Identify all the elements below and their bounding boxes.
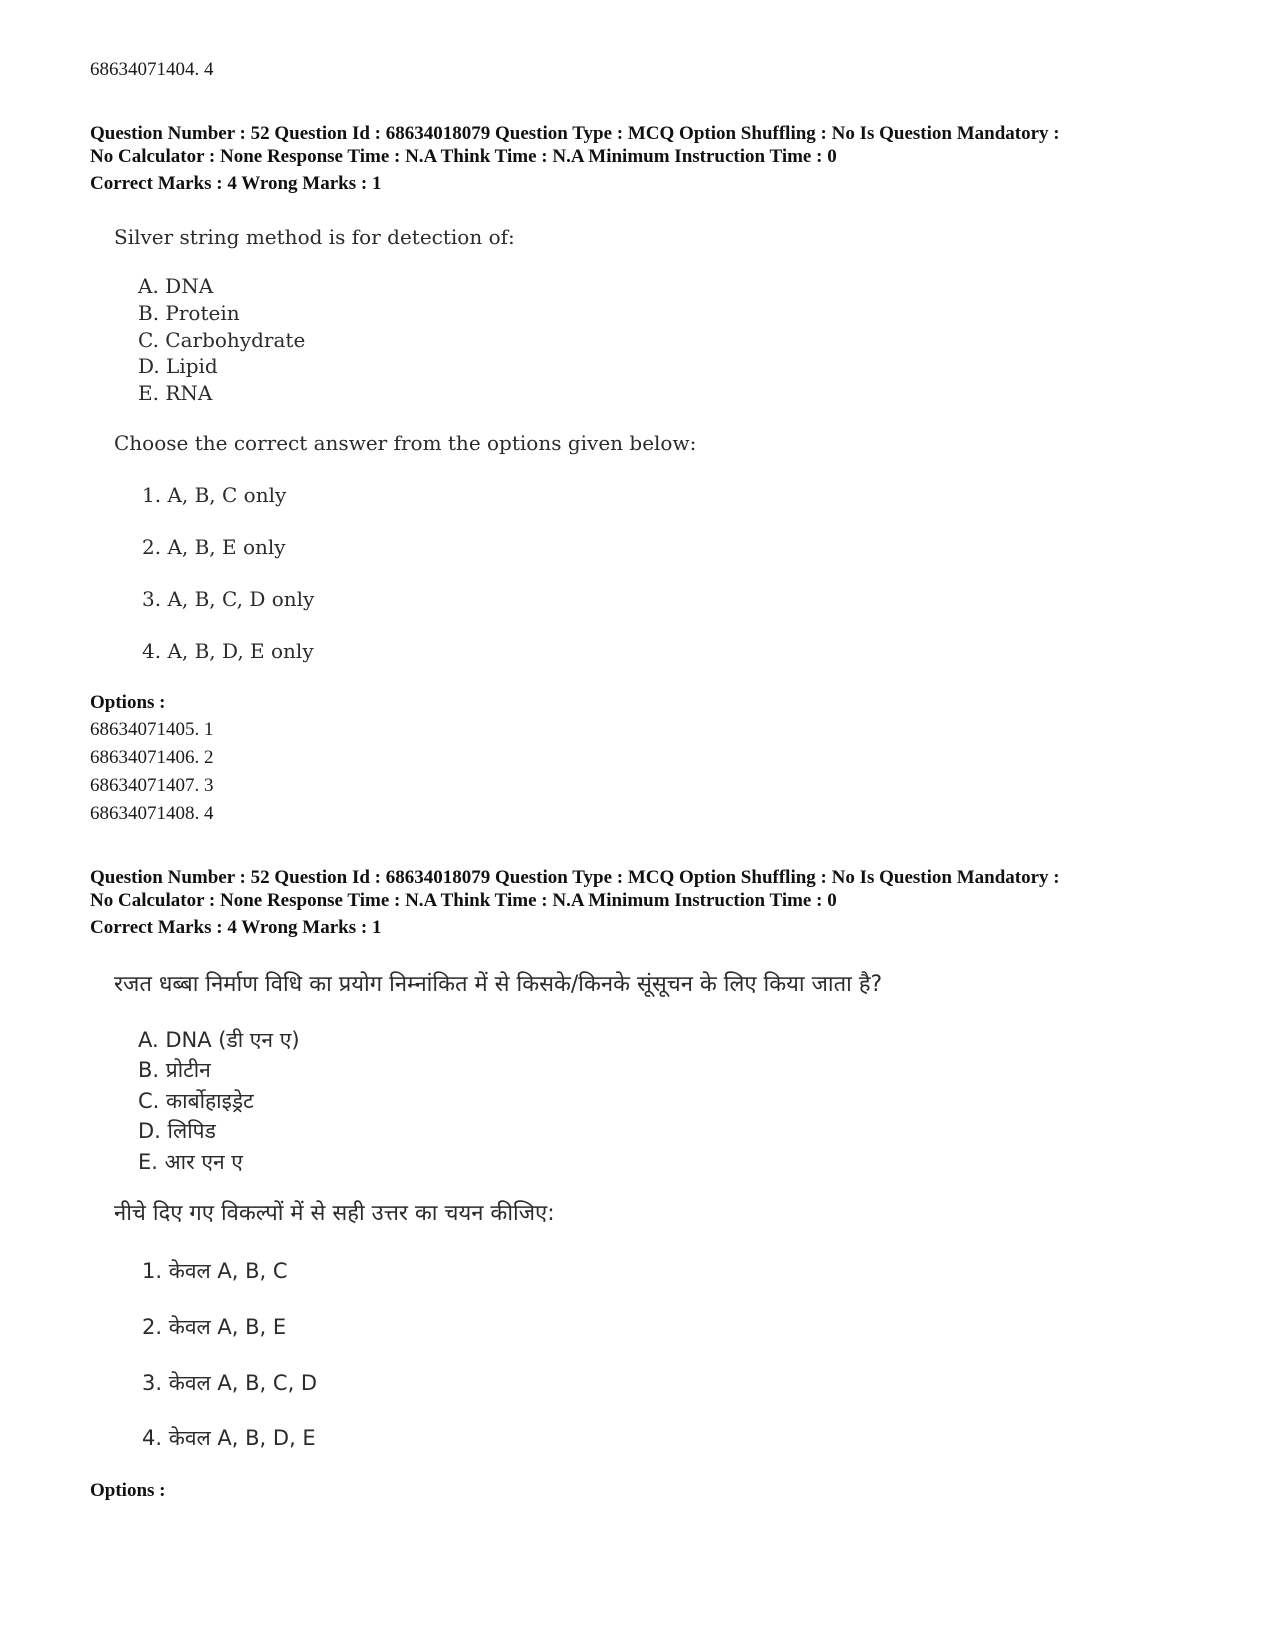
statement-item: A. DNA xyxy=(138,274,214,298)
answer-choice: 3. A, B, C, D only xyxy=(142,587,315,611)
answer-choice: 1. A, B, C only xyxy=(142,483,287,507)
answer-choice: 3. केवल A, B, C, D xyxy=(142,1371,318,1395)
answer-choice: 1. केवल A, B, C xyxy=(142,1259,288,1283)
statement-item: B. प्रोटीन xyxy=(138,1058,211,1082)
option-id: 68634071408. 4 xyxy=(90,803,214,824)
question-marks: Correct Marks : 4 Wrong Marks : 1 xyxy=(90,917,382,938)
statement-item: C. कार्बोहाइड्रेट xyxy=(138,1089,254,1113)
statement-item: D. Lipid xyxy=(138,354,218,378)
statement-item: C. Carbohydrate xyxy=(138,328,306,352)
previous-option-id: 68634071404. 4 xyxy=(90,59,214,80)
question-instruction: Choose the correct answer from the options given below: xyxy=(114,431,697,455)
question-instruction: नीचे दिए गए विकल्पों में से सही उत्तर का चयन कीजिए: xyxy=(114,1201,555,1226)
question-meta-line-1: Question Number : 52 Question Id : 68634018079 Question Type : MCQ Option Shuffling : No Is Question Mandatory : xyxy=(90,123,1060,144)
answer-choice: 2. केवल A, B, E xyxy=(142,1315,287,1339)
options-label: Options : xyxy=(90,692,166,713)
question-stem: Silver string method is for detection of: xyxy=(114,225,515,249)
answer-choice: 4. केवल A, B, D, E xyxy=(142,1426,316,1450)
option-id: 68634071406. 2 xyxy=(90,747,214,768)
statement-item: E. आर एन ए xyxy=(138,1150,243,1174)
option-id: 68634071405. 1 xyxy=(90,719,214,740)
answer-choice: 4. A, B, D, E only xyxy=(142,639,314,663)
statement-item: E. RNA xyxy=(138,381,213,405)
question-meta-line-2: No Calculator : None Response Time : N.A Think Time : N.A Minimum Instruction Time : 0 xyxy=(90,146,837,167)
question-stem: रजत धब्बा निर्माण विधि का प्रयोग निम्नांकित में से किसके/किनके सूंसूचन के लिए किया जाता है? xyxy=(114,972,883,997)
option-id: 68634071407. 3 xyxy=(90,775,214,796)
statement-item: B. Protein xyxy=(138,301,240,325)
question-meta-line-2: No Calculator : None Response Time : N.A Think Time : N.A Minimum Instruction Time : 0 xyxy=(90,890,837,911)
question-meta-line-1: Question Number : 52 Question Id : 68634018079 Question Type : MCQ Option Shuffling : No Is Question Mandatory : xyxy=(90,867,1060,888)
options-label: Options : xyxy=(90,1480,166,1501)
answer-choice: 2. A, B, E only xyxy=(142,535,286,559)
question-marks: Correct Marks : 4 Wrong Marks : 1 xyxy=(90,173,382,194)
statement-item: D. लिपिड xyxy=(138,1119,216,1143)
statement-item: A. DNA (डी एन ए) xyxy=(138,1028,300,1052)
